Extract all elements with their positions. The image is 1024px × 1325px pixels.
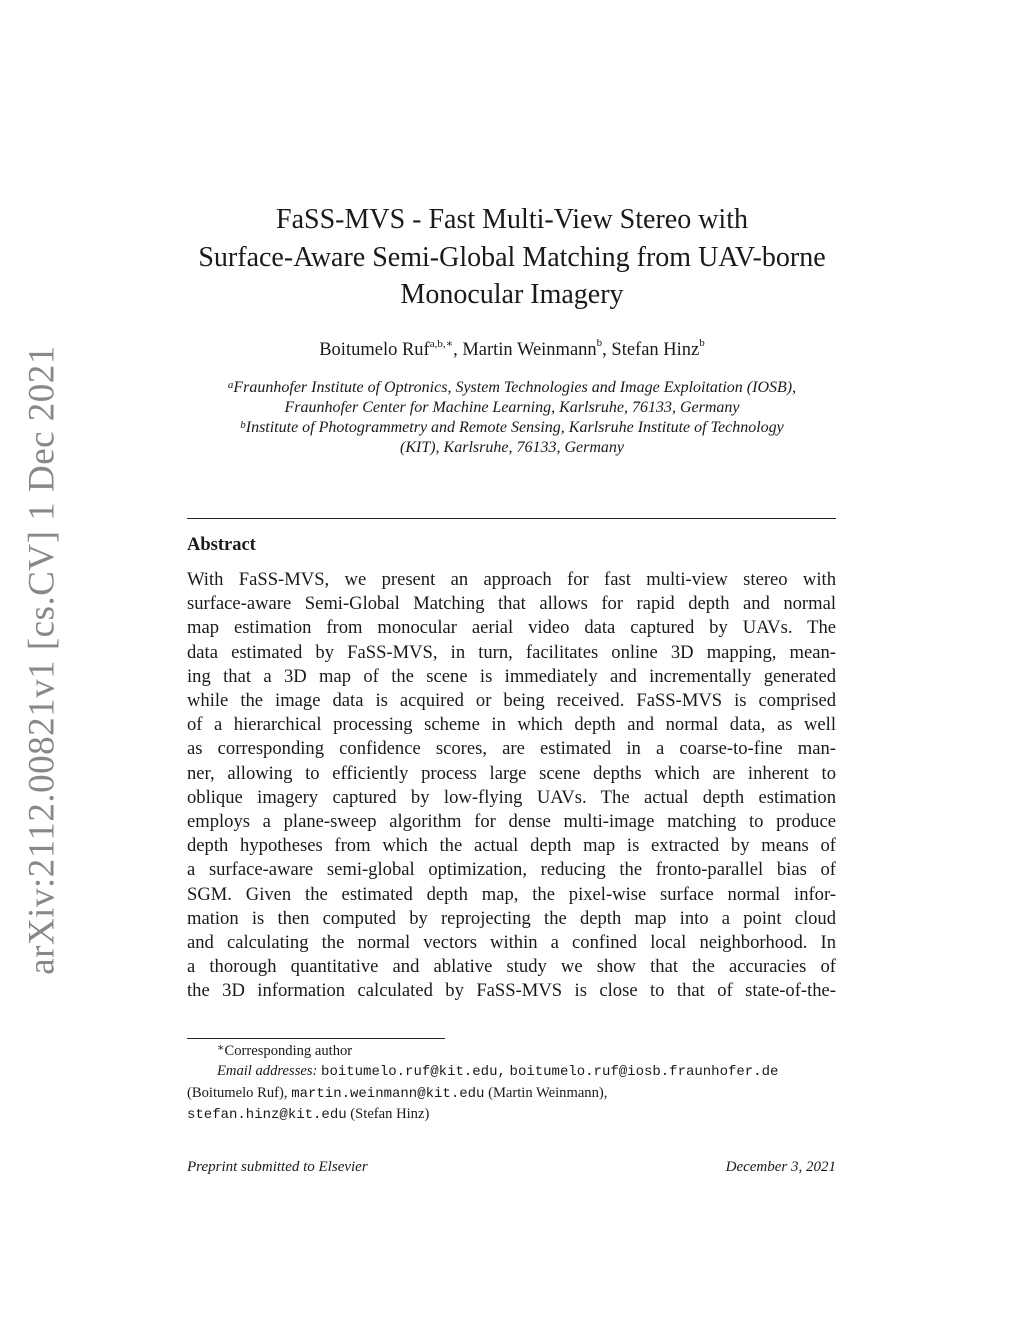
email-link[interactable]: stefan.hinz@kit.edu (187, 1106, 347, 1123)
arxiv-stamp: arXiv:2112.00821v1 [cs.CV] 1 Dec 2021 (21, 345, 63, 975)
affiliation: (KIT), Karlsruhe, 76133, Germany (400, 439, 624, 456)
abstract-line: oblique imagery captured by low-flying UAVs. The actual depth estimation (187, 786, 836, 808)
email-link[interactable]: boitumelo.ruf@kit.edu, (321, 1064, 506, 1081)
abstract-line: a thorough quantitative and ablative study we show that the accuracies of (187, 956, 836, 978)
footer-date: December 3, 2021 (725, 1159, 836, 1175)
author-sup: b (596, 337, 603, 349)
author-sup: b (699, 337, 705, 349)
footnote-corresponding: Corresponding author (224, 1043, 353, 1059)
affiliation: Fraunhofer Center for Machine Learning, Karlsruhe, 76133, Germany (284, 399, 740, 416)
aff-sup: b (240, 419, 246, 431)
abstract-line: depth hypotheses from which the actual depth map is extracted by means of (187, 835, 836, 857)
abstract-line: surface-aware Semi-Global Matching that allows for rapid depth and normal (187, 593, 836, 615)
email-owner: (Martin Weinmann), (488, 1084, 608, 1101)
email-link[interactable]: martin.weinmann@kit.edu (291, 1085, 485, 1102)
abstract-line: and calculating the normal vectors within a confined local neighborhood. In (187, 932, 836, 954)
abstract-line: employs a plane-sweep algorithm for dense multi-image matching to produce (187, 811, 836, 833)
abstract-line: as corresponding confidence scores, are estimated in a coarse-to-fine man- (187, 738, 836, 760)
email-owner: (Stefan Hinz) (350, 1105, 430, 1122)
email-owner: (Boitumelo Ruf), (187, 1084, 288, 1101)
title-line: Monocular Imagery (400, 279, 624, 310)
affiliation: Institute of Photogrammetry and Remote Sensing, Karlsruhe Institute of Technology (245, 419, 784, 436)
footnotes: ∗Corresponding author Email addresses: boitumelo.ruf@kit.edu, boitumelo.ruf@iosb.fraunhofer.de (Boitumelo Ruf), martin.weinmann@kit.edu (Martin Weinmann), stefan.hinz@kit.edu (Stefan Hinz) (187, 1042, 779, 1123)
abstract-line: the 3D information calculated by FaSS-MVS is close to that of state-of-the- (187, 980, 836, 1002)
abstract-line: map estimation from monocular aerial video data captured by UAVs. The (187, 617, 836, 639)
author-name: Stefan Hinz (611, 340, 700, 360)
footnote-rule (187, 1038, 445, 1039)
footer-preprint: Preprint submitted to Elsevier (187, 1159, 368, 1175)
abstract-line: ing that a 3D map of the scene is immediately and incrementally generated (187, 665, 836, 687)
abstract-line: mation is then computed by reprojecting the depth map into a point cloud (187, 907, 836, 929)
email-label: Email addresses: (217, 1063, 318, 1080)
author-name: Boitumelo Ruf (319, 340, 430, 360)
abstract-line: of a hierarchical processing scheme in which depth and normal data, as well (187, 714, 836, 736)
author-list: Boitumelo Ruf$^{a,b,∗}$, Martin Weinmann$^b$, Stefan Hinz$^b$ (319, 337, 705, 360)
author-sup: a,b,∗ (429, 338, 454, 350)
abstract-heading: Abstract (187, 535, 256, 555)
abstract-rule (187, 518, 836, 519)
aff-sup: a (227, 379, 234, 391)
abstract-line: while the image data is acquired or being received. FaSS-MVS is comprised (187, 690, 836, 712)
title-line: FaSS-MVS - Fast Multi-View Stereo with (276, 204, 748, 235)
abstract-line: SGM. Given the estimated depth map, the pixel-wise surface normal infor- (187, 883, 836, 905)
abstract-body (187, 568, 836, 1004)
email-link[interactable]: boitumelo.ruf@iosb.fraunhofer.de (509, 1064, 779, 1081)
author-name: Martin Weinmann (462, 340, 597, 360)
affiliations (0, 378, 1024, 458)
abstract-line: a surface-aware semi-global optimization, reducing the fronto-parallel bias of (187, 859, 836, 881)
paper-title (0, 201, 1024, 314)
title-line: Surface-Aware Semi-Global Matching from UAV-borne (198, 241, 826, 273)
affiliation: Fraunhofer Institute of Optronics, System Technologies and Image Exploitation (IOSB), (233, 379, 797, 396)
abstract-line: With FaSS-MVS, we present an approach for fast multi-view stereo with (187, 569, 836, 590)
abstract-line: data estimated by FaSS-MVS, in turn, facilitates online 3D mapping, mean- (187, 641, 836, 663)
abstract-line: ner, allowing to efficiently process large scene depths which are inherent to (187, 762, 836, 784)
